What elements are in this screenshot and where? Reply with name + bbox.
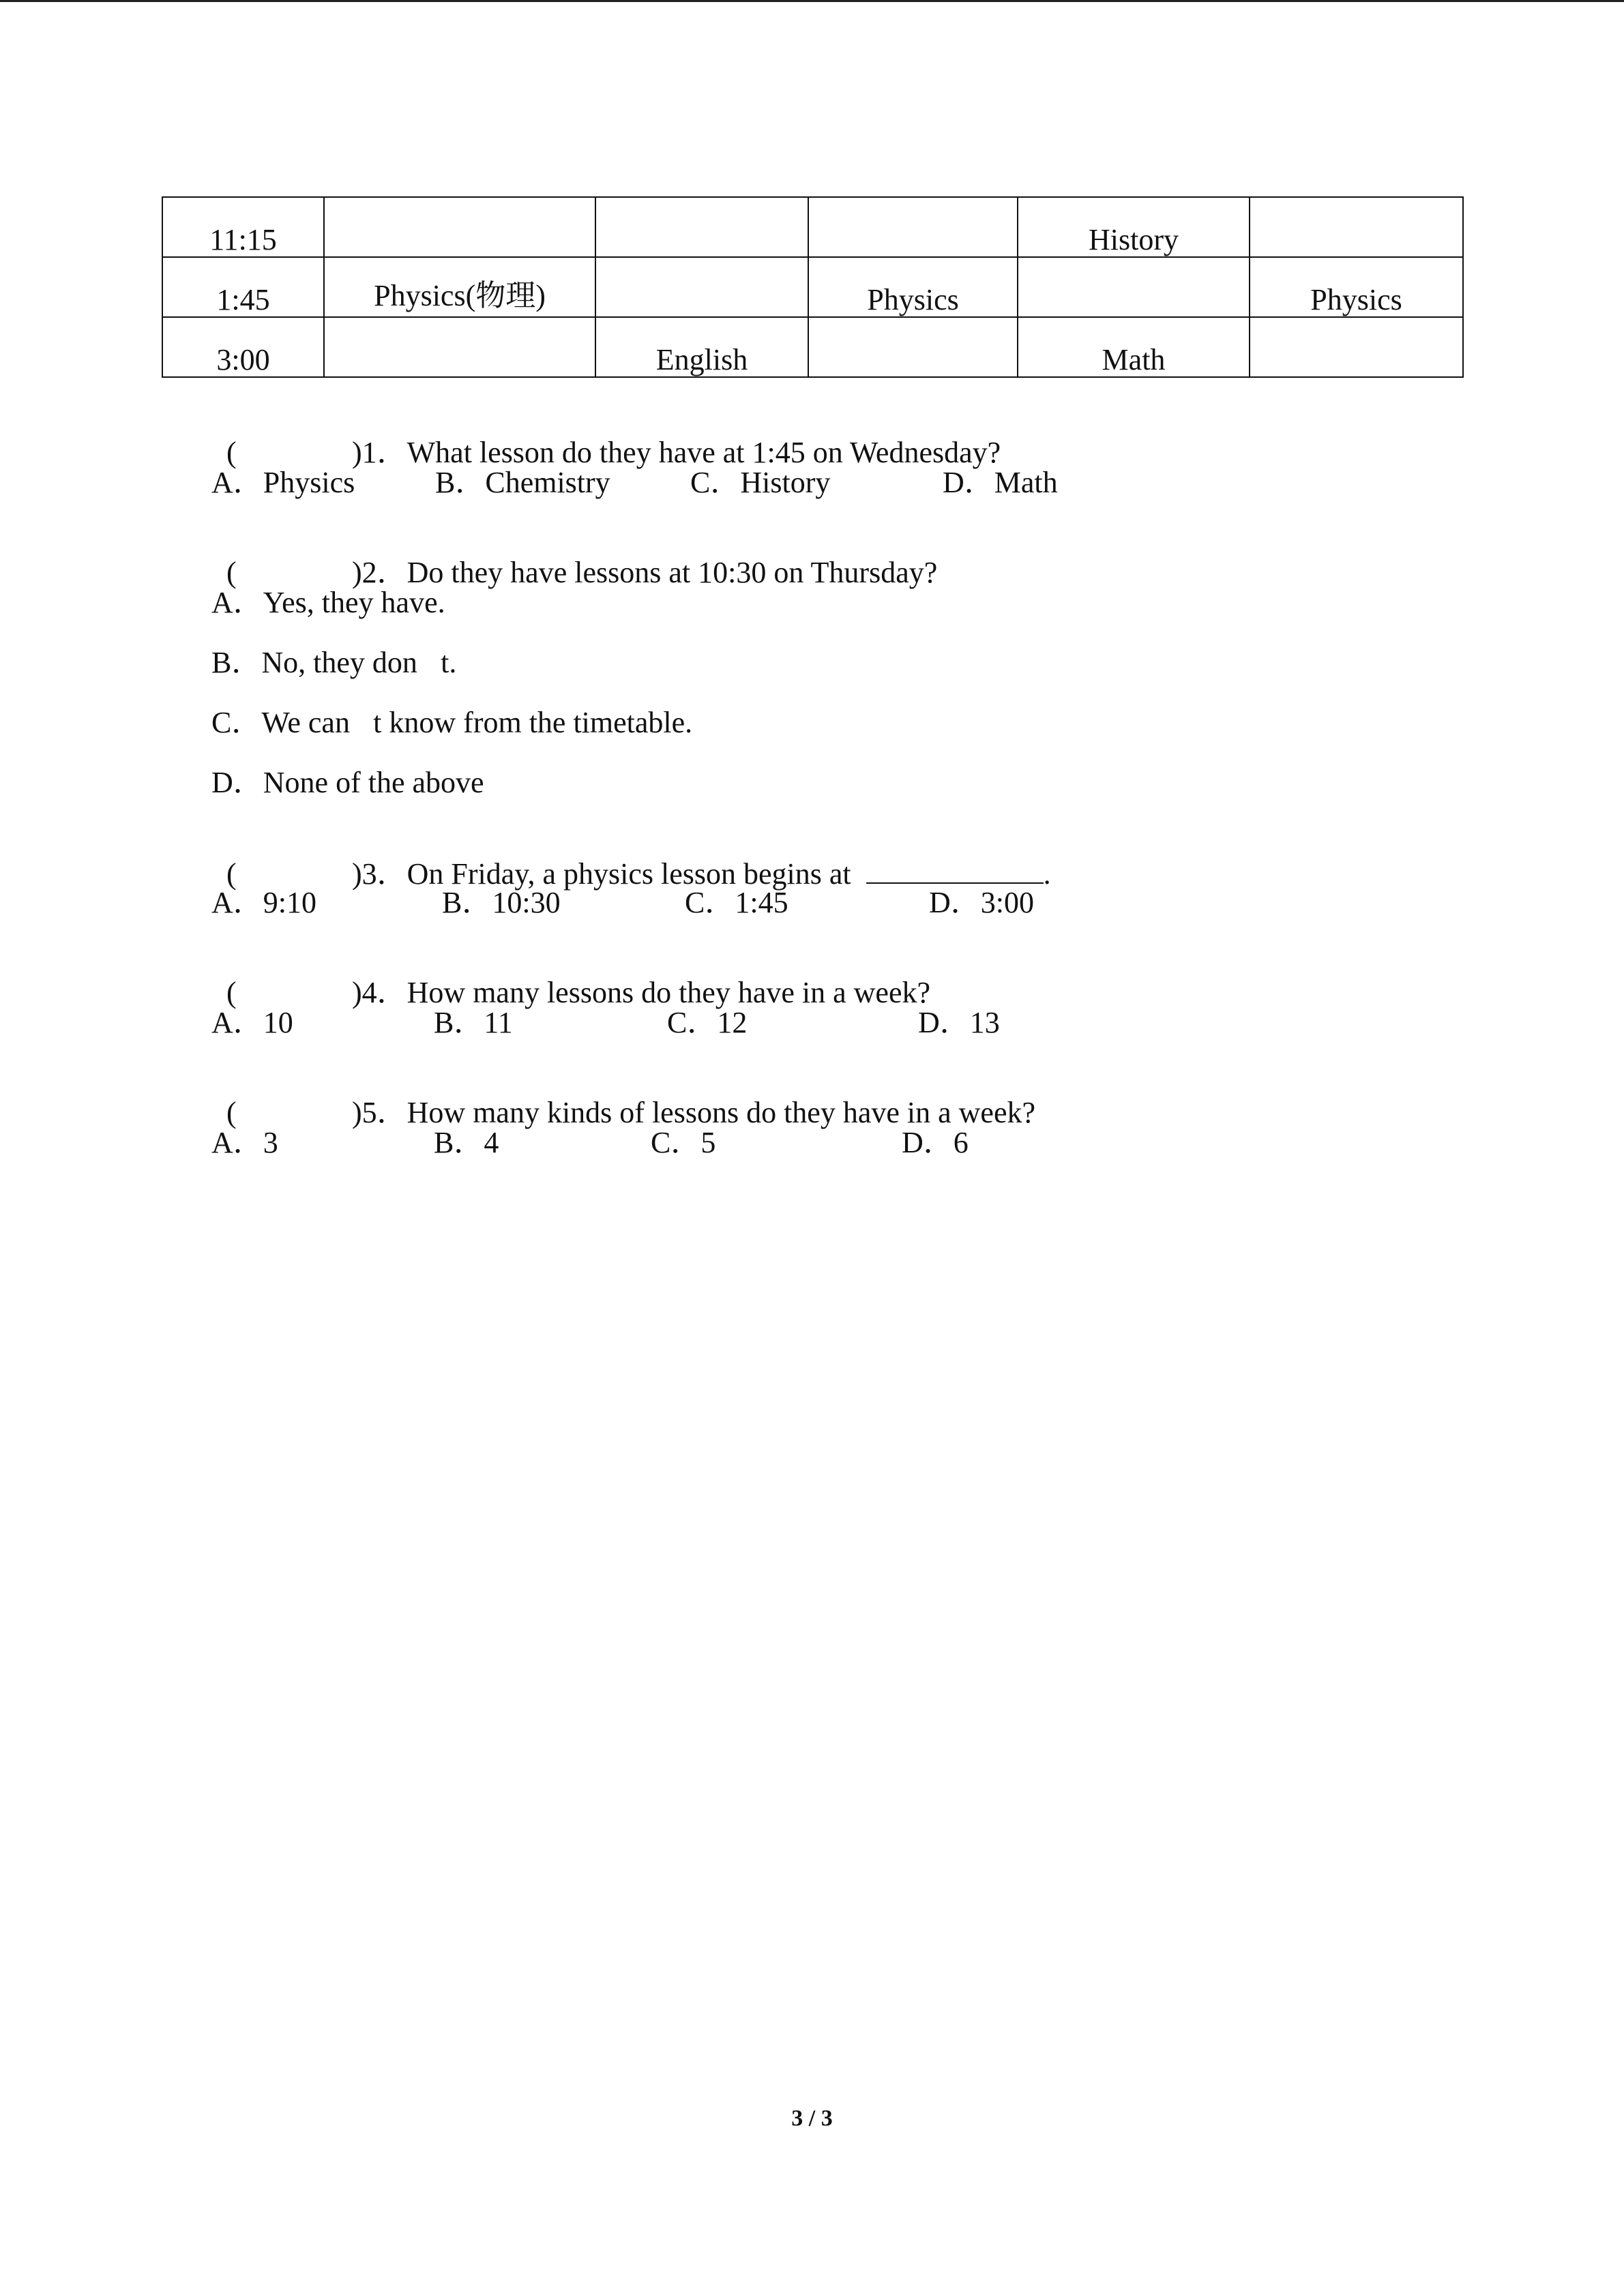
question-stem-end: . — [1043, 857, 1051, 891]
option-b: B．4 — [434, 1126, 499, 1159]
lesson-cell — [808, 197, 1018, 257]
question-5 — [211, 1068, 1035, 1128]
timetable-row — [162, 257, 1463, 317]
lesson-cell — [324, 317, 595, 377]
option-d: D．Math — [943, 466, 1058, 499]
option-c: C．12 — [667, 1006, 748, 1039]
time-cell: 3:00 — [162, 317, 324, 377]
lesson-cell — [595, 257, 808, 317]
option-b: B．Chemistry — [435, 466, 610, 499]
lesson-cell: Math — [1018, 317, 1250, 377]
option-d: D．6 — [902, 1126, 969, 1159]
answer-paren: ( — [226, 436, 237, 469]
lesson-cell — [1250, 197, 1463, 257]
lesson-cell — [1018, 257, 1250, 317]
answer-paren: ( — [226, 556, 237, 589]
option-c: C．1:45 — [685, 886, 788, 919]
answer-paren: ( — [226, 857, 237, 891]
question-stem: )5．How many kinds of lessons do they have in a week? — [352, 1096, 1036, 1129]
question-stem: )3．On Friday, a physics lesson begins at — [352, 857, 851, 891]
option-c: C．We can t know from the timetable. — [211, 706, 693, 739]
page-top-rule — [0, 0, 1624, 2]
option-a: A．9:10 — [211, 886, 316, 919]
question-1 — [211, 408, 1001, 468]
lesson-cell — [595, 197, 808, 257]
question-stem: )1．What lesson do they have at 1:45 on Wednesday? — [352, 436, 1001, 469]
option-d: D．3:00 — [929, 886, 1034, 919]
lesson-cell: Physics — [1250, 257, 1463, 317]
page-number: 3 / 3 — [791, 2106, 833, 2131]
answer-paren: ( — [226, 976, 237, 1009]
question-stem: )2．Do they have lessons at 10:30 on Thursday? — [352, 556, 938, 589]
lesson-cell: Physics(物理) — [324, 257, 595, 317]
option-a: A．Physics — [211, 466, 355, 499]
time-cell: 1:45 — [162, 257, 324, 317]
option-a: A．Yes, they have. — [211, 586, 445, 619]
option-b: B．11 — [434, 1006, 513, 1039]
lesson-cell: English — [595, 317, 808, 377]
lesson-cell: Physics — [808, 257, 1018, 317]
timetable — [162, 196, 1464, 378]
question-4 — [211, 948, 930, 1008]
timetable-row — [162, 317, 1463, 377]
option-d: D．13 — [918, 1006, 1000, 1039]
option-c: C．5 — [651, 1126, 716, 1159]
question-stem: )4．How many lessons do they have in a week? — [352, 976, 931, 1009]
time-cell: 11:15 — [162, 197, 324, 257]
question-3 — [211, 828, 1051, 889]
question-2 — [211, 528, 937, 588]
lesson-cell — [324, 197, 595, 257]
option-a: A．3 — [211, 1126, 278, 1159]
option-b: B．No, they don t. — [211, 646, 457, 679]
lesson-cell: History — [1018, 197, 1250, 257]
timetable-row — [162, 197, 1463, 257]
answer-blank — [866, 858, 1044, 884]
option-d: D．None of the above — [211, 766, 484, 799]
option-c: C．History — [690, 466, 831, 499]
lesson-cell — [1250, 317, 1463, 377]
lesson-cell — [808, 317, 1018, 377]
option-a: A．10 — [211, 1006, 293, 1039]
answer-paren: ( — [226, 1096, 237, 1129]
option-b: B．10:30 — [442, 886, 561, 919]
